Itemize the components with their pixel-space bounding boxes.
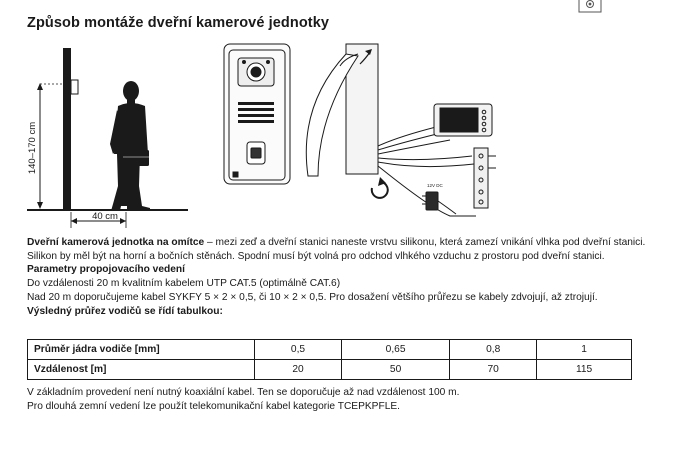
wiring-line-2: Nad 20 m doporučujeme kabel SYKFY 5 × 2 × 0,5, či 10 × 2 × 0,5. Pro dosažení většího průřezu se kabely zdvojují, až ztrojují. (27, 291, 598, 303)
person-height-illustration (27, 48, 188, 228)
wiring-line-1: Do vzdálenosti 20 m kvalitním kabelem UTP CAT.5 (optimálně CAT.6) (27, 278, 341, 290)
table-row (28, 340, 632, 360)
page-corner-icon (577, 0, 603, 14)
description-lead: Dveřní kamerová jednotka na omítce (27, 237, 205, 248)
page-title: Způsob montáže dveřní kamerové jednotky (27, 15, 330, 31)
wire-table (27, 339, 632, 380)
table-cell: 20 (255, 360, 342, 380)
table-row-label: Vzdálenost [m] (28, 360, 255, 380)
note-line-2: Pro dlouhá zemní vedení lze použít telekomunikační kabel kategorie TCEPKPFLE. (27, 401, 400, 412)
psu-label: 12V DC (427, 183, 443, 188)
table-intro: Výsledný průřez vodičů se řídí tabulkou: (27, 305, 223, 317)
table-cell: 0,5 (255, 340, 342, 360)
distance-label: 40 cm (92, 211, 118, 222)
table-row-label: Průměr jádra vodiče [mm] (28, 340, 255, 360)
terminal-block (474, 148, 496, 208)
table-cell: 70 (450, 360, 537, 380)
table-cell: 115 (537, 360, 632, 380)
person-silhouette (110, 81, 150, 211)
table-cell: 0,65 (341, 340, 449, 360)
door-station-front-view (224, 44, 290, 184)
table-cell: 50 (341, 360, 449, 380)
mounting-figure (0, 36, 690, 232)
wiring-title: Parametry propojovacího vedení (27, 264, 185, 276)
table-cell: 1 (537, 340, 632, 360)
rotate-arrow-icon (372, 177, 388, 198)
note-line-1: V základním provedení není nutný koaxiální kabel. Ten se doporučuje až nad vzdálenost 100 m. (27, 387, 460, 398)
mounting-description (27, 236, 667, 263)
power-adapter-icon (422, 183, 456, 214)
table-row (28, 360, 632, 380)
height-label: 140–170 cm (27, 121, 38, 175)
instructions-text (27, 236, 667, 318)
notes (27, 386, 460, 414)
description-text: – mezi zeď a dveřní stanici naneste vrstvu silikonu, která zamezí vnikání vlhka pod dveřní stanici. Silikon by měl být na horní a bočních stěnách. Spodní musí být volná pro odchod vlhkého vzduchu z prostoru pod dveřní stanici. (27, 237, 646, 262)
indoor-monitor (434, 104, 492, 136)
table-cell: 0,8 (450, 340, 537, 360)
